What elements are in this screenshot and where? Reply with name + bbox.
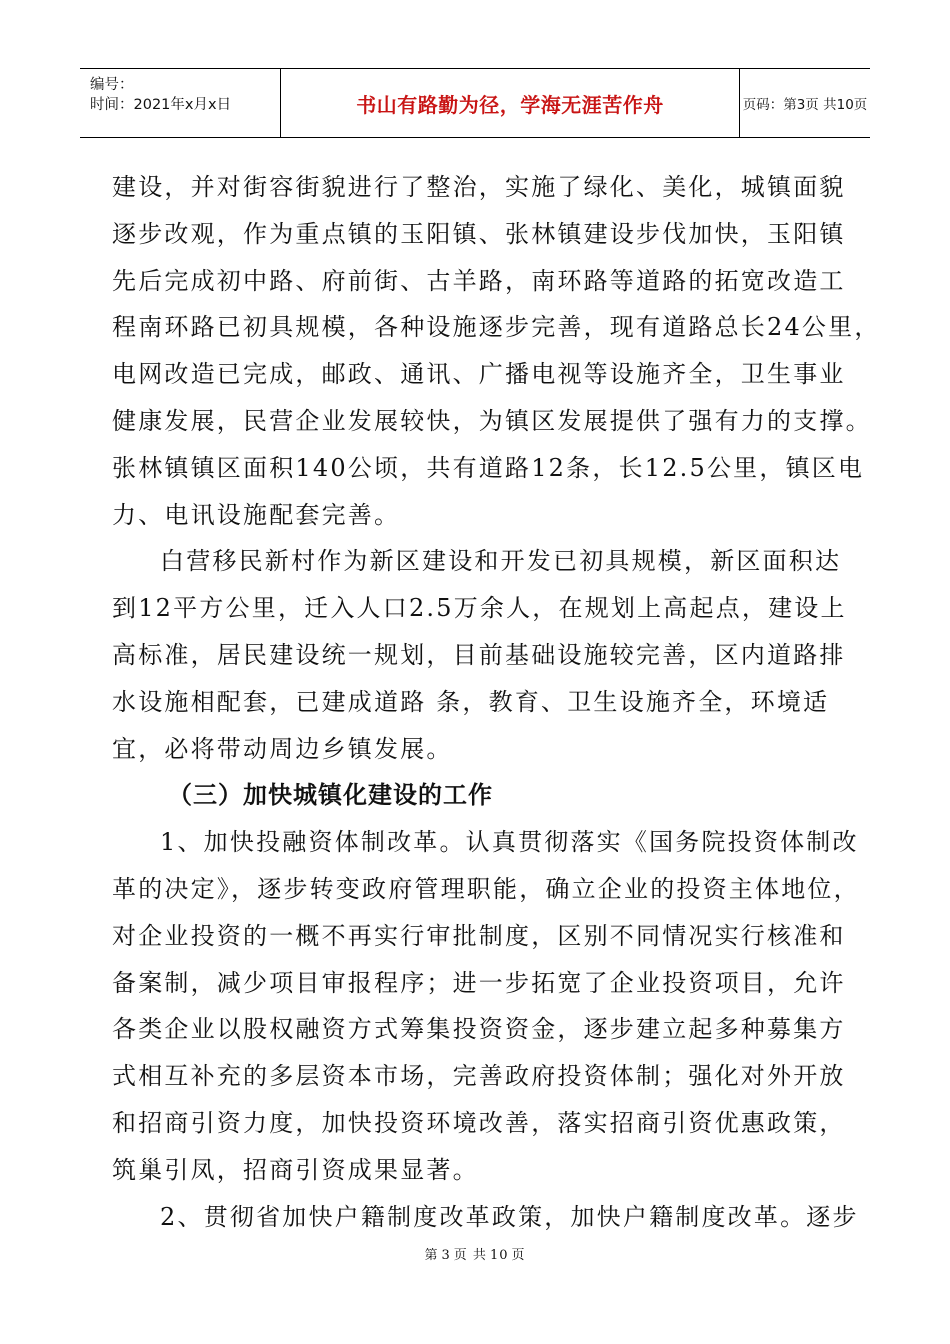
body-line: 健康发展，民营企业发展较快，为镇区发展提供了强有力的支撑。	[112, 406, 872, 435]
page-footer	[0, 1244, 950, 1263]
header-page-info: 页码：第3页 共10页	[742, 97, 868, 113]
body-line: 革的决定》，逐步转变政府管理职能，确立企业的投资主体地位，	[112, 874, 860, 903]
page-header	[80, 68, 870, 138]
body-line: 和招商引资力度，加快投资环境改善，落实招商引资优惠政策，	[112, 1108, 846, 1137]
section-heading: （三）加快城镇化建设的工作	[168, 781, 493, 810]
footer-total-pages: 10	[489, 1248, 509, 1263]
body-line: 建设，并对街容街貌进行了整治，实施了绿化、美化，城镇面貌	[112, 173, 846, 201]
paragraph-first-line: 2、贯彻省加快户籍制度改革政策，加快户籍制度改革。逐步	[160, 1202, 859, 1231]
paragraph-first-line: 1、加快投融资体制改革。认真贯彻落实《国务院投资体制改	[160, 828, 859, 857]
body-line: 式相互补充的多层资本市场，完善政府投资体制；强化对外开放	[112, 1062, 846, 1091]
document-date-label: 时间：2021年x月x日	[90, 97, 232, 113]
paragraph-first-line: 白营移民新村作为新区建设和开发已初具规模，新区面积达	[160, 547, 842, 576]
body-line: 高标准，居民建设统一规划，目前基础设施较完善，区内道路排	[112, 640, 846, 669]
footer-mid: 页 共	[453, 1248, 487, 1263]
body-line: 对企业投资的一概不再实行审批制度，区别不同情况实行核准和	[112, 921, 846, 950]
body-line: 筑巢引凤，招商引资成果显著。	[112, 1155, 479, 1184]
header-motto-cell	[280, 69, 740, 137]
body-line: 水设施相配套，已建成道路 条，教育、卫生设施齐全，环境适	[112, 687, 830, 716]
header-motto: 书山有路勤为径，学海无涯苦作舟	[356, 92, 664, 117]
footer-page-number: 3	[441, 1248, 451, 1263]
body-line: 电网改造已完成，邮政、通讯、广播电视等设施齐全，卫生事业	[112, 360, 846, 389]
footer-prefix: 第	[424, 1248, 439, 1263]
body-line: 先后完成初中路、府前街、古羊路，南环路等道路的拓宽改造工	[112, 266, 846, 295]
body-line: 宜，必将带动周边乡镇发展。	[112, 734, 453, 763]
body-line: 程南环路已初具规模，各种设施逐步完善，现有道路总长24公里，	[112, 313, 881, 342]
body-line: 各类企业以股权融资方式筹集投资资金，逐步建立起多种募集方	[112, 1015, 846, 1044]
body-line: 到12平方公里，迁入人口2.5万余人，在规划上高起点，建设上	[112, 594, 847, 623]
body-line: 备案制，减少项目审报程序；进一步拓宽了企业投资项目，允许	[112, 968, 846, 997]
body-line: 张林镇镇区面积140公顷，共有道路12条，长12.5公里，镇区电	[112, 453, 865, 482]
footer-suffix: 页	[511, 1248, 526, 1263]
document-number-label: 编号：	[90, 77, 134, 93]
header-meta	[80, 69, 280, 137]
document-body	[112, 164, 881, 1240]
body-line: 力、电讯设施配套完善。	[112, 500, 401, 529]
body-line: 逐步改观，作为重点镇的玉阳镇、张林镇建设步伐加快，玉阳镇	[112, 219, 846, 248]
